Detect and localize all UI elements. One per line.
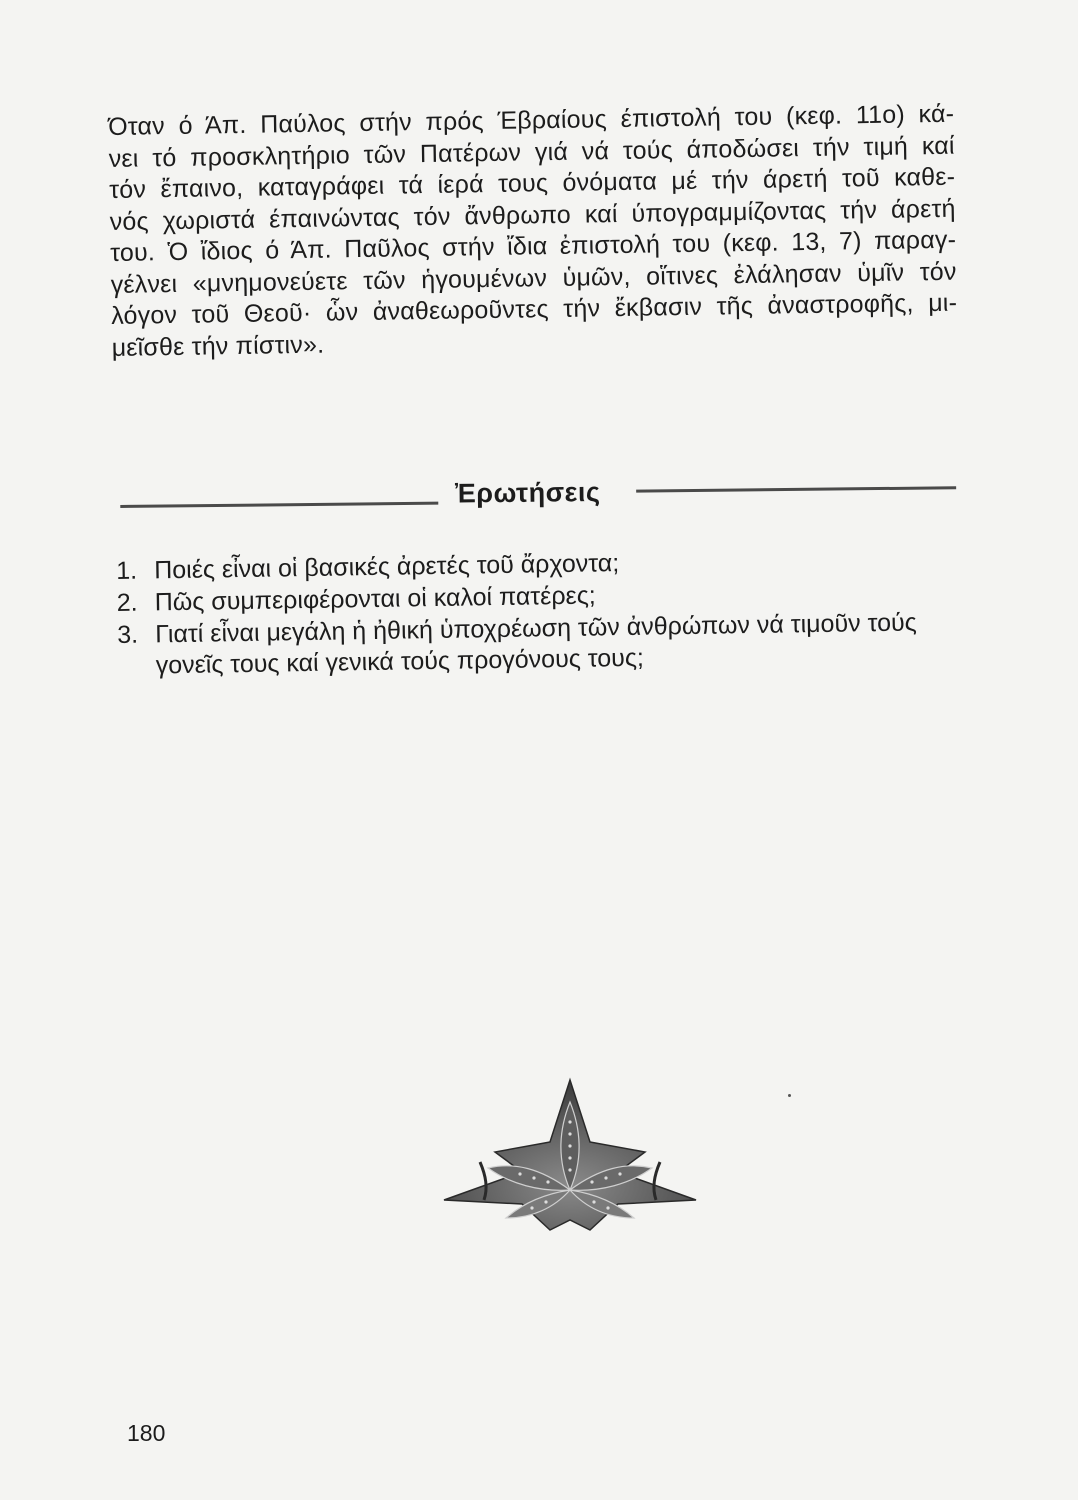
section-title: Ἐρωτήσεις <box>455 476 601 509</box>
body-line: μεῖσθε τήν πίστιν». <box>111 330 325 362</box>
body-line: λόγον τοῦ Θεοῦ· ὧν ἀναθεωροῦντες τήν ἔκβασιν τῆς ἀναστροφῆς, μι- <box>110 288 958 330</box>
question-number: 3. <box>117 620 139 649</box>
body-line: Όταν ό Άπ. Παύλος στήν πρός Έβραίους έπιστολή του (κεφ. 11ο) κά- <box>108 99 955 141</box>
question-text: Γιατί εἶναι μεγάλη ἡ ἠθική ὑποχρέωση τῶν ἀνθρώπων νά τιμοῦν τούς γονεῖς τους καί γενικά τούς προγόνους τους; <box>155 608 917 680</box>
page-number: 180 <box>127 1420 166 1446</box>
question-text: Πῶς συμπεριφέρονται οἱ καλοί πατέρες; <box>154 581 596 617</box>
body-line: νός χωριστά έπαινώντας τόν ἄνθρωπο καί ύπογραμμίζοντας τήν άρετή <box>109 194 956 236</box>
heading-rule-right <box>636 486 956 492</box>
body-line: γέλνει «μνημονεύετε τῶν ἡγουμένων ὑμῶν, οἵτινες ἐλάλησαν ὑμῖν τόν <box>110 257 957 299</box>
question-item <box>117 607 968 682</box>
body-line: του. Ὁ ἴδιος ό Άπ. Παῦλος στήν ἴδια ἐπιστολή του (κεφ. 13, 7) παραγ- <box>109 225 957 267</box>
body-line: τόν ἔπαινο, καταγράφει τά ίερά τους όνόματα μέ τήν άρετή τοῦ καθε- <box>109 162 956 204</box>
print-speck <box>788 1094 791 1097</box>
question-number: 2. <box>116 588 138 617</box>
section-heading <box>120 469 956 518</box>
body-paragraph <box>108 99 958 364</box>
questions-list <box>116 543 968 683</box>
heading-rule-left <box>120 502 438 508</box>
question-number: 1. <box>116 556 138 585</box>
body-line: νει τό προσκλητήριο τῶν Πατέρων γιά νά τούς άποδώσει τήν τιμή καί <box>108 131 955 173</box>
question-text: Ποιές εἶναι οἱ βασικές ἀρετές τοῦ ἄρχοντα; <box>154 549 620 585</box>
lotus-ornament-icon <box>440 1072 700 1244</box>
